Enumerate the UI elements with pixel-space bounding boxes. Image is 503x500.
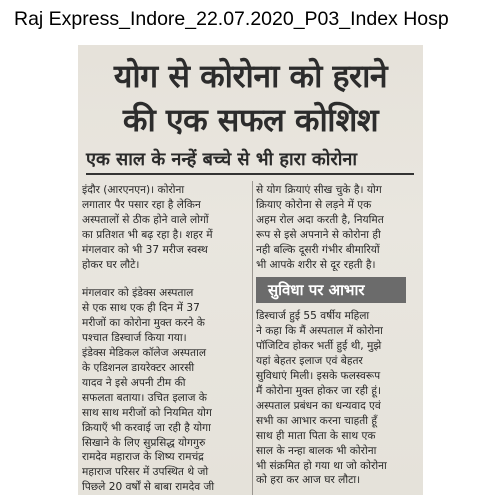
newspaper-clipping [78, 45, 423, 495]
text-line: अहम रोल अदा करती है, नियमित [256, 213, 384, 226]
text-line: इंदौर (आरएनएन)। कोरोना [82, 184, 185, 196]
text-line: मैं कोरोना मुक्त होकर जा रही हूं। [256, 384, 381, 397]
text-line: को हरा कर आज घर लौटा। [256, 474, 361, 487]
text-line: सभी का आभार करना चाहती हूँ [256, 414, 378, 427]
subheadline: एक साल के नन्हें बच्चे से भी हारा कोरोना [86, 149, 414, 175]
text-line: का प्रतिशत भी बढ़ रहा है। शहर में [82, 228, 213, 241]
text-line: साथ साथ मरीजों को नियमित योग [82, 406, 212, 419]
text-line: अस्पतालों से ठीक होने वाले लोगों [82, 213, 209, 226]
text-line: रूप से इसे अपनाने से कोरोना ही [256, 228, 381, 241]
text-line: अस्पताल प्रबंधन का धन्यवाद एवं [256, 399, 381, 412]
text-line: क्रियाएँ भी करवाई जा रही है योगा [82, 421, 211, 434]
text-line: पॉजिटिव होकर भर्ती हुई थी, मुझे [256, 340, 382, 353]
text-line: मंगलवार को इंडेक्स अस्पताल [82, 287, 194, 300]
text-line: पिछले 20 वर्षों से बाबा रामदेव जी [82, 481, 215, 494]
left-column [82, 183, 247, 495]
text-line: मंगलवार को भी 37 मरीज स्वस्थ [82, 243, 208, 256]
column-divider [252, 181, 253, 495]
text-line: सुविधाएं मिली। इसके फलस्वरूप [256, 370, 381, 383]
text-line: भी संक्रमित हो गया था जो कोरोना [256, 459, 387, 472]
text-line: से एक साथ एक ही दिन में 37 [82, 302, 200, 315]
text-line: डिस्चार्ज हुई 55 वर्षीय महिला [256, 310, 370, 323]
headline-line-2: की एक सफल कोशिश [122, 101, 379, 139]
section-heading-box: सुविधा पर आभार [256, 277, 406, 303]
text-line: महाराज परिसर में उपस्थित थे जो [82, 466, 209, 479]
text-line: यहां बेहतर इलाज एवं बेहतर [256, 355, 363, 368]
paragraph-gap [82, 272, 247, 286]
text-line: के एडिशनल डायरेक्टर आरसी [82, 361, 195, 374]
text-line: इंडेक्स मेडिकल कॉलेज अस्पताल [82, 347, 207, 360]
text-line: नही बल्कि दूसरी गंभीर बीमारियों [256, 243, 380, 256]
text-line: से योग क्रियाएं सीख चुके है। योग [256, 184, 382, 196]
document-caption: Raj Express_Indore_22.07.2020_P03_Index Hosp [14, 8, 449, 30]
text-line: सफलता बताया। उचित इलाज के [82, 391, 207, 404]
text-line: पश्चात डिस्चार्ज किया गया। [82, 332, 187, 345]
text-line: यादव ने इसे अपनी टीम की [82, 376, 186, 389]
text-line: रामदेव महाराज के शिष्य रामचंद्र [82, 451, 204, 464]
text-line: क्रियाए कोरोना से लड़ने में एक [256, 198, 372, 211]
text-line: मरीजों का कोरोना मुक्त करने के [82, 317, 205, 330]
text-line: ने कहा कि मैं अस्पताल में कोरोना [256, 325, 383, 338]
text-line: लगातार पैर पसार रहा है लेकिन [82, 198, 201, 211]
text-line: भी आपके शरीर से दूर रहती है। [256, 258, 376, 271]
text-line: होकर घर लौटे। [82, 258, 140, 271]
text-line: साथ ही माता पिता के साथ एक [256, 429, 376, 442]
headline-line-1: योग से कोरोना को हराने [113, 57, 388, 95]
text-line: सिखाने के लिए सुप्रसिद्ध योगगुरु [82, 436, 206, 449]
right-column [256, 183, 419, 488]
text-line: साल के नन्हा बालक भी कोरोना [256, 444, 377, 457]
